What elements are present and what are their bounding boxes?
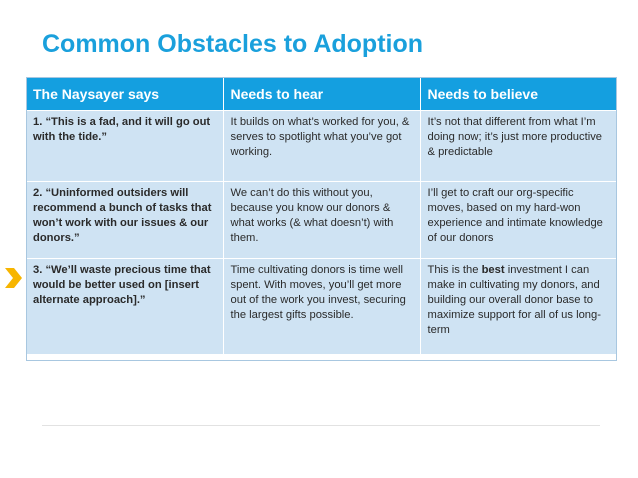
column-header-needs-to-believe: Needs to believe [420, 77, 617, 111]
footer-divider [42, 425, 600, 426]
needs-to-hear-cell: Time cultivating donors is time well spent. With moves, you’ll get more out of the work you invest, securing the largest gifts possible. [223, 259, 420, 355]
naysayer-cell: 3. “We’ll waste precious time that would be better used on [insert alternate approach].” [26, 259, 223, 355]
obstacles-table [26, 77, 617, 354]
table-header-row [26, 77, 617, 111]
needs-to-believe-cell: I’ll get to craft our org-specific moves, based on my hard-won experience and intimate knowledge of our donors [420, 182, 617, 259]
needs-to-hear-cell: It builds on what’s worked for you, & serves to spotlight what you’ve got working. [223, 111, 420, 182]
naysayer-cell: 1. “This is a fad, and it will go out with the tide.” [26, 111, 223, 182]
slide-title: Common Obstacles to Adoption [42, 30, 424, 58]
naysayer-cell: 2. “Uninformed outsiders will recommend a bunch of tasks that won’t work with our issues & our donors.” [26, 182, 223, 259]
believe-text-pre: This is the [427, 264, 482, 276]
believe-text-emphasis: best [481, 264, 505, 276]
believe-text-post: investment I can make in cultivating my donors, and building our overall donor base to maximize support for all of us long-term [427, 264, 601, 336]
chevron-right-icon [3, 267, 23, 289]
column-header-naysayer: The Naysayer says [26, 77, 223, 111]
needs-to-believe-cell [420, 259, 617, 355]
table-row [26, 259, 617, 355]
table-row [26, 111, 617, 182]
needs-to-believe-cell: It’s not that different from what I’m doing now; it’s just more productive & predictable [420, 111, 617, 182]
column-header-needs-to-hear: Needs to hear [223, 77, 420, 111]
needs-to-hear-cell: We can’t do this without you, because you know our donors & what works (& what doesn’t) with them. [223, 182, 420, 259]
table-row [26, 182, 617, 259]
